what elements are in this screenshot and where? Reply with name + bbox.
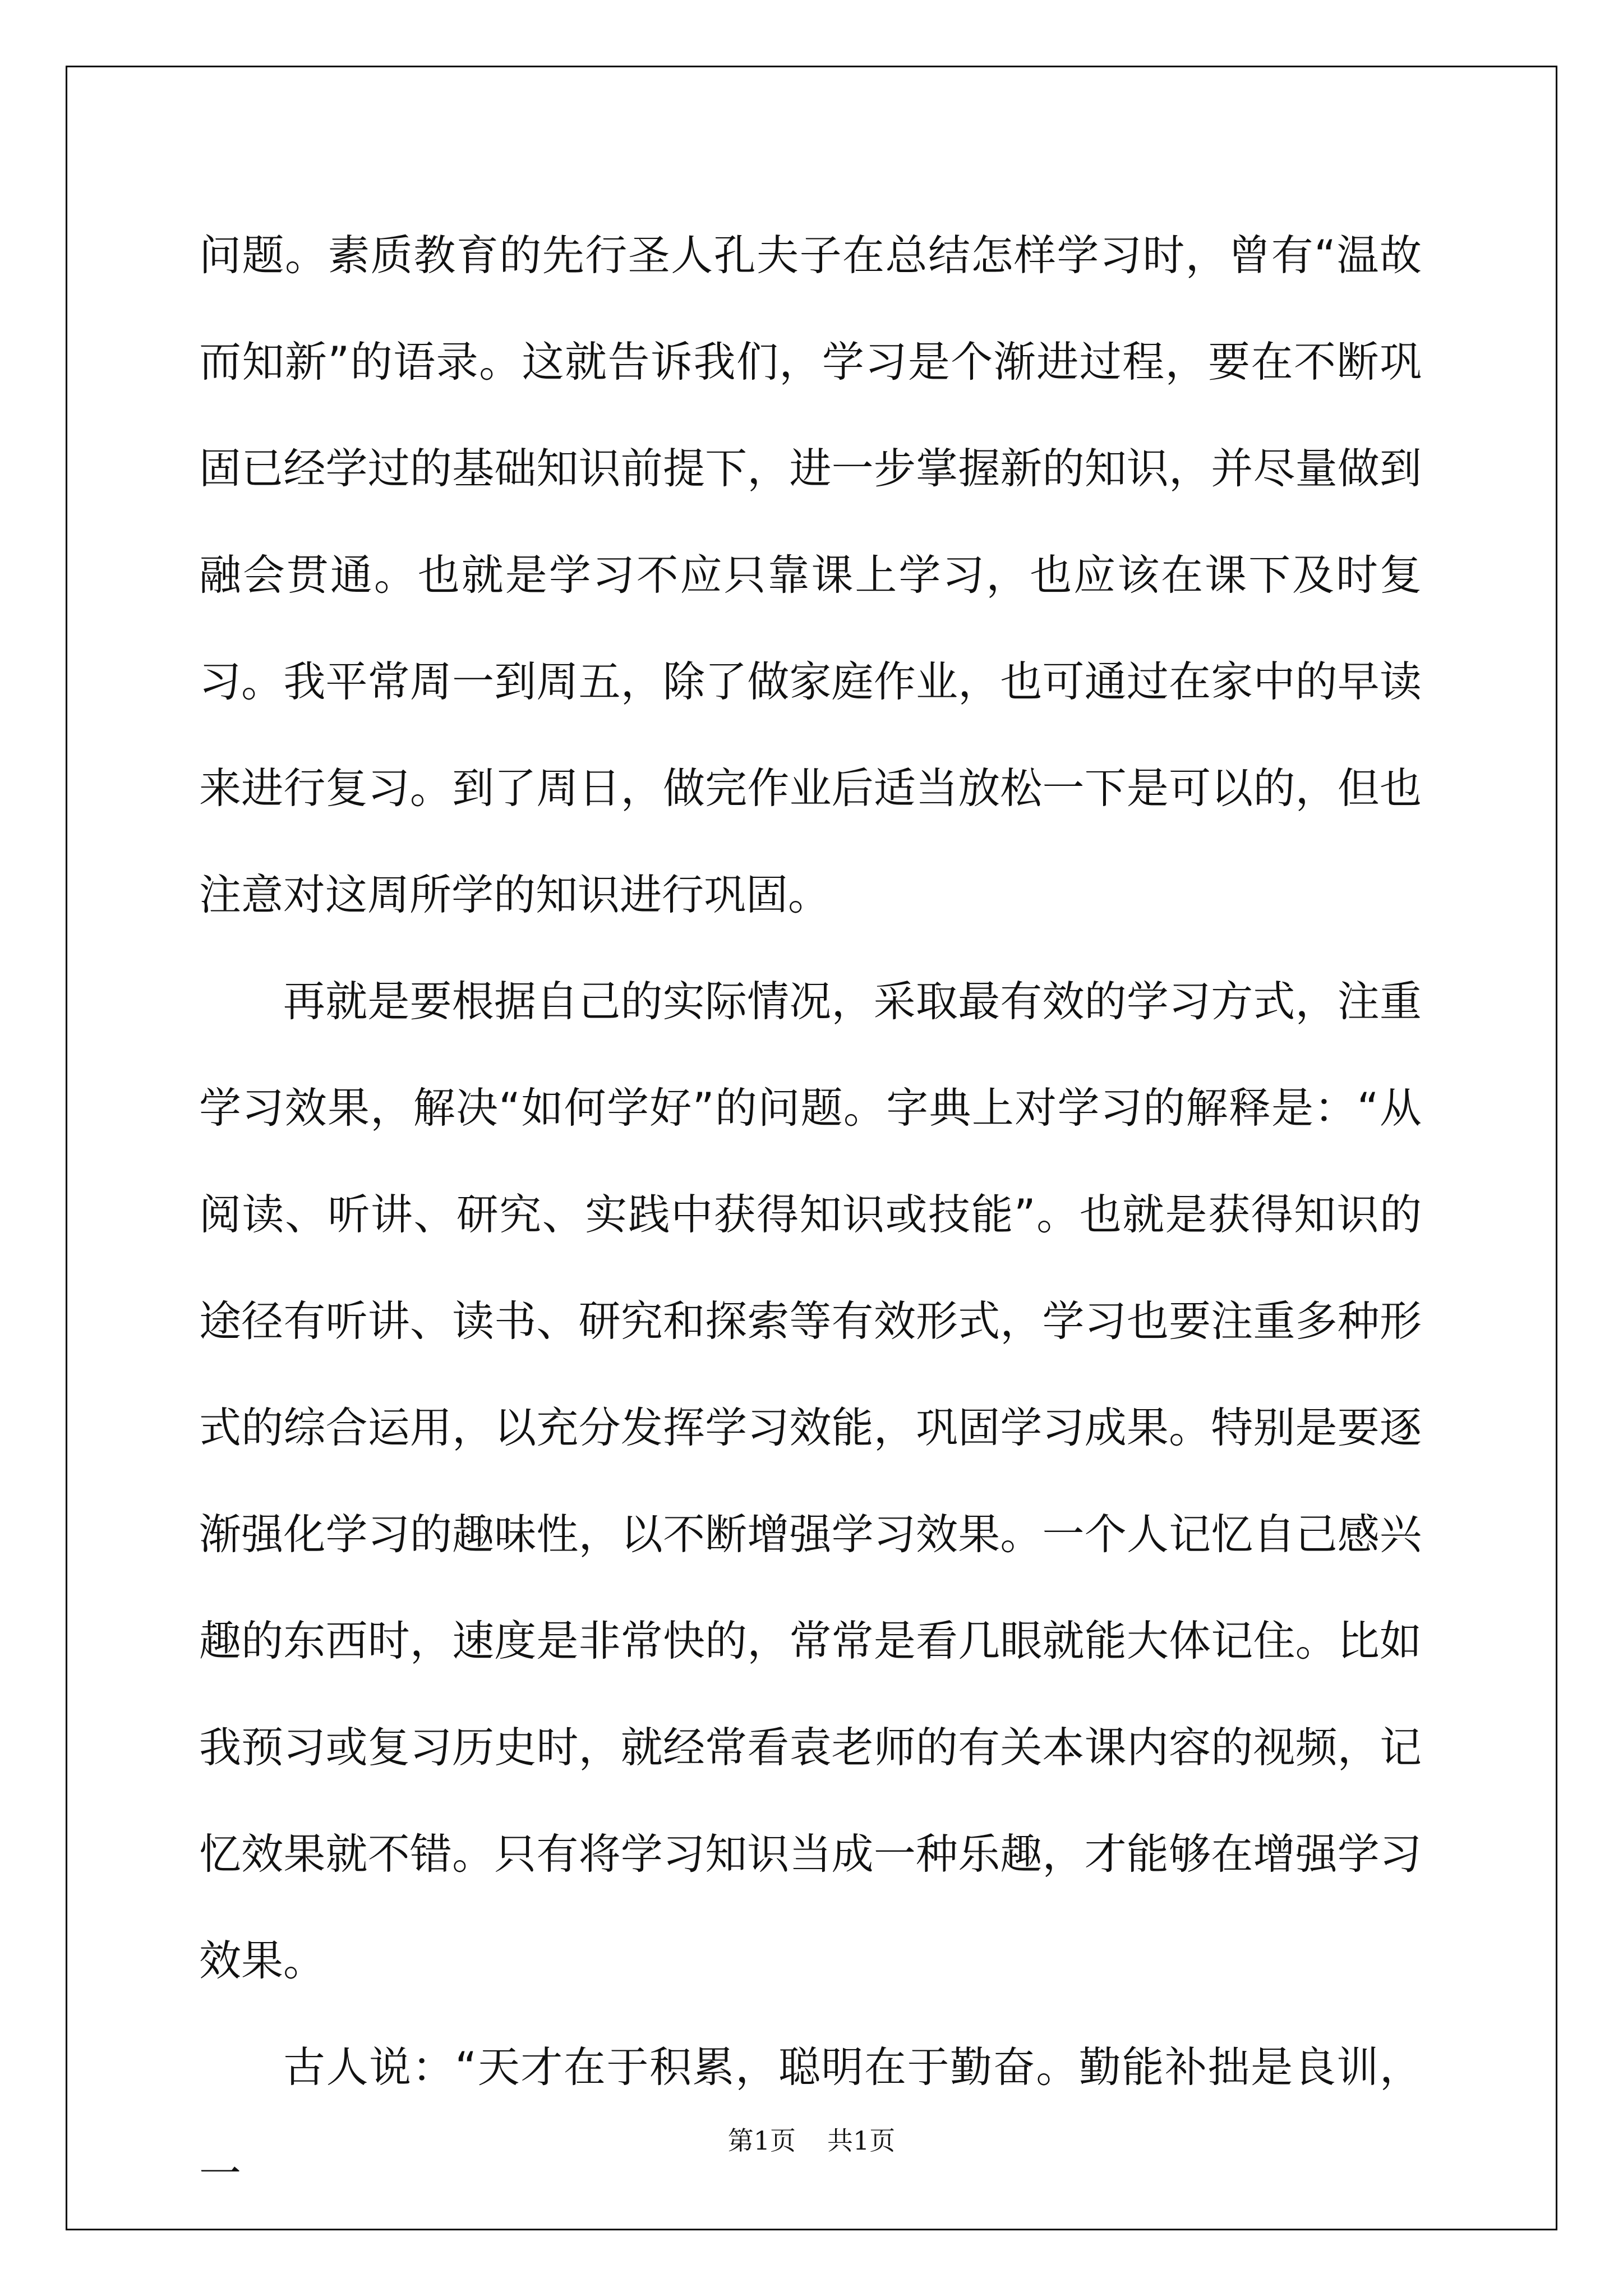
paragraph-2: 再就是要根据自己的实际情况，采取最有效的学习方式，注重学习效果，解决“如何学好”的问题。字典上对学习的解释是：“从阅读、听讲、研究、实践中获得知识或技能”。也就是获得知识的途径有听讲、读书、研究和探索等有效形式，学习也要注重多种形式的综合运用，以充分发挥学习效能，巩固学习成果。特别是要逐渐强化学习的趣味性，以不断增强学习效果。一个人记忆自己感兴趣的东西时，速度是非常快的，常常是看几眼就能大体记住。比如我预习或复习历史时，就经常看袁老师的有关本课内容的视频，记忆效果就不错。只有将学习知识当成一种乐趣，才能够在增强学习效果。	[199, 977, 1422, 1985]
document-body	[199, 202, 1422, 2227]
paragraph-1: 问题。素质教育的先行圣人孔夫子在总结怎样学习时，曾有“温故而知新”的语录。这就告诉我们，学习是个渐进过程，要在不断巩固已经学过的基础知识前提下，进一步掌握新的知识，并尽量做到融会贯通。也就是学习不应只靠课上学习，也应该在课下及时复习。我平常周一到周五，除了做家庭作业，也可通过在家中的早读来进行复习。到了周日，做完作业后适当放松一下是可以的，但也注意对这周所学的知识进行巩固。	[199, 231, 1422, 919]
page-number-current: 第1页	[727, 2125, 796, 2156]
page-footer	[0, 2120, 1623, 2157]
page-number-total: 共1页	[827, 2125, 896, 2156]
paragraph-3: 古人说：“天才在于积累，聪明在于勤奋。勤能补拙是良训，一	[199, 2042, 1422, 2198]
